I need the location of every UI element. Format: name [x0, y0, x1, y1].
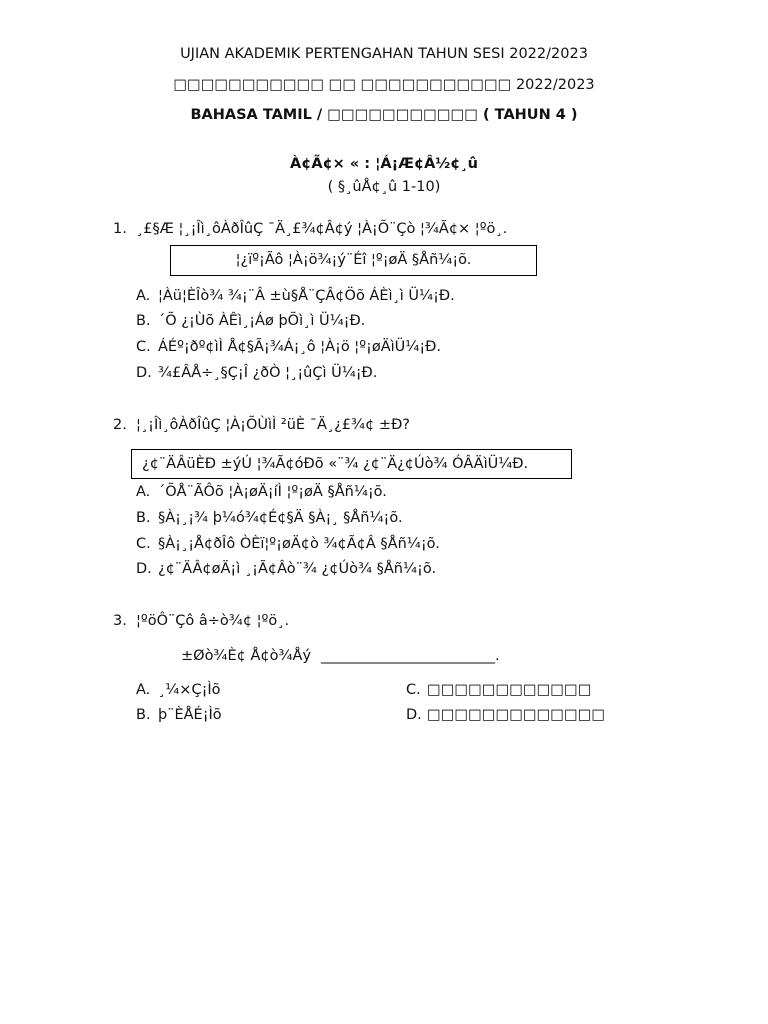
option-label: A.: [136, 682, 151, 698]
option-label: C.: [136, 339, 151, 355]
boxed-text: ¿¢¨ÄÂüÈÐ ±ýÚ ¦¾Ã¢óÐõ «¨¾ ¿¢¨Ä¿¢Úò¾ ÓÂÄìÜ¼Ð.: [142, 456, 529, 472]
option-label: D.: [136, 561, 152, 577]
option-text: ¿¢¨ÄÂ¢øÄ¡ì ¸¡Ã¢Âò¨¾ ¿¢Úò¾ §Åñ¼¡õ.: [158, 561, 437, 577]
question-text: ¸£§Æ ¦¸¡Îì¸ôÀðÎûÇ ¯Ä¸£¾¢Â¢ý ¦À¡Õ¨Çò ¦¾Ã¢× ¦ºö¸.: [136, 221, 508, 237]
option-label: D.: [136, 365, 152, 381]
exam-title: UJIAN AKADEMIK PERTENGAHAN TAHUN SESI 2022/2023: [180, 46, 588, 62]
answer-blank: ________________________.: [321, 648, 500, 664]
option-label: B.: [136, 707, 151, 723]
question-number: 1.: [113, 221, 127, 237]
option-text: ¸¼×Ç¡Ìõ: [158, 682, 221, 698]
option-label: D.: [406, 707, 422, 723]
option-text: þ¨ÈÅÉ¡Ìõ: [158, 707, 222, 723]
option-text: §À¡¸¡Å¢ðÎô ÒÈï¦º¡øÄ¢ò ¾¢Ã¢Â §Åñ¼¡õ.: [158, 536, 440, 552]
fill-in-prefix: ±Øò¾È¢ Å¢ò¾Åý: [181, 648, 312, 664]
question-box: [170, 245, 537, 276]
question-text: ¦¸¡Îì¸ôÀðÎûÇ ¦À¡ÕÙìÌ ²üÈ ¯Ä¸¿£¾¢ ±Ð?: [136, 417, 411, 433]
option-label: B.: [136, 313, 151, 329]
question-text: ¦ºöÔ¨Çô â÷ò¾¢ ¦ºö¸.: [136, 613, 290, 629]
option-text: ´ÕÅ¨ÃÔõ ¦À¡øÄ¡íÌ ¦º¡øÄ §Åñ¼¡õ.: [158, 484, 387, 500]
option-label: A.: [136, 484, 151, 500]
option-text: ¦Àü¦ÈÎò¾ ¾¡¨Â ±ù§Å¨ÇÂ¢Öõ ÁÈì¸ì Ü¼¡Ð.: [158, 288, 455, 304]
exam-title-tamil: □□□□□□□□□□□ □□ □□□□□□□□□□□ 2022/2023: [173, 77, 595, 93]
section-range: ( §¸ûÅ¢¸û 1-10): [327, 179, 441, 195]
option-label: A.: [136, 288, 151, 304]
boxed-text: ¦¿ïº¡Ãô ¦À¡ö¾¡ý¨Éî ¦º¡øÄ §Åñ¼¡õ.: [235, 252, 472, 268]
option-text: □□□□□□□□□□□□: [427, 682, 592, 698]
section-title: À¢Ã¢× « : ¦Á¡Æ¢Â½¢¸û: [290, 156, 478, 172]
option-text: ¾£ÂÅ÷¸§Ç¡Î ¿ðÒ ¦¸¡ûÇì Ü¼¡Ð.: [158, 365, 378, 381]
question-number: 2.: [113, 417, 127, 433]
option-text: ÁÉº¡ðº¢ìÌ Å¢§Ã¡¾Á¡¸ô ¦À¡ö ¦º¡øÄìÜ¼¡Ð.: [158, 339, 441, 355]
question-number: 3.: [113, 613, 127, 629]
option-label: C.: [136, 536, 151, 552]
option-label: B.: [136, 510, 151, 526]
question-box: [131, 449, 572, 479]
option-text: □□□□□□□□□□□□□: [427, 707, 606, 723]
option-text: ´Õ ¿¡Ùõ ÀÊì¸¡Áø þÕì¸ì Ü¼¡Ð.: [158, 313, 366, 329]
subject-title: BAHASA TAMIL / □□□□□□□□□□□ ( TAHUN 4 ): [190, 107, 578, 123]
option-text: §À¡¸¡¾ þ¼ó¾¢É¢§Ä §À¡¸ §Åñ¼¡õ.: [158, 510, 403, 526]
option-label: C.: [406, 682, 421, 698]
